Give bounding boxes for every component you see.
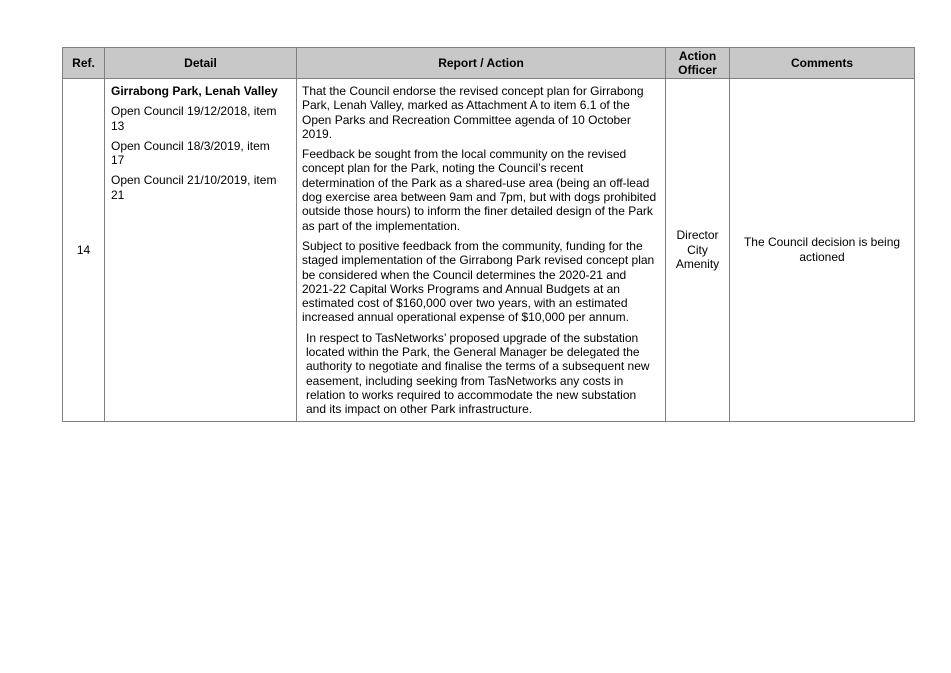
resolutions-table — [62, 47, 915, 422]
report-paragraph-3: Subject to positive feedback from the community, funding for the staged implementation of the Girrabong Park revised concept plan be considered when the Council determines the 2020-21 and 2021-22 Capital Works Programs and Annual Budgets at an estimated cost of $160,000 over two years, with an estimated increased annual operational expense of $10,000 per annum. — [302, 238, 655, 325]
header-action-officer — [666, 48, 730, 79]
table-header-row — [63, 48, 915, 79]
report-paragraph-1: That the Council endorse the revised concept plan for Girrabong Park, Lenah Valley, marked as Attachment A to item 6.1 of the Open Parks and Recreation Committee agenda of 10 October 2019. — [302, 84, 644, 141]
header-comments: Comments — [730, 48, 915, 79]
cell-detail — [105, 79, 297, 422]
detail-meeting-1: Open Council 19/12/2018, item 13 — [111, 104, 277, 133]
detail-meeting-3: Open Council 21/10/2019, item 21 — [111, 173, 277, 202]
header-detail: Detail — [105, 48, 297, 79]
cell-action-officer: Director City Amenity — [666, 79, 730, 422]
header-action-officer-line2: Officer — [678, 63, 717, 77]
header-ref: Ref. — [63, 48, 105, 79]
cell-ref: 14 — [63, 79, 105, 422]
report-paragraph-2: Feedback be sought from the local community on the revised concept plan for the Park, noting the Council’s recent determination of the Park as a shared-use area (being an off-lead dog exercise area between 9am and 7pm, but with dogs prohibited outside those hours) to inform the finer detailed design of the Park as part of the implementation. — [302, 147, 657, 233]
cell-comments: The Council decision is being actioned — [730, 79, 915, 422]
report-paragraph-4: In respect to TasNetworks’ proposed upgrade of the substation located within the Park, the General Manager be delegated the authority to negotiate and finalise the terms of a subsequent new easement, including seeking from TasNetworks any costs in relation to works required to accommodate the new substation and its impact on other Park infrastructure. — [306, 330, 650, 417]
table-row — [63, 79, 915, 422]
cell-report-action — [297, 79, 666, 422]
header-action-officer-line1: Action — [678, 49, 717, 63]
detail-meeting-2: Open Council 18/3/2019, item 17 — [111, 138, 270, 168]
detail-title: Girrabong Park, Lenah Valley — [111, 84, 278, 98]
header-report-action: Report / Action — [297, 48, 666, 79]
